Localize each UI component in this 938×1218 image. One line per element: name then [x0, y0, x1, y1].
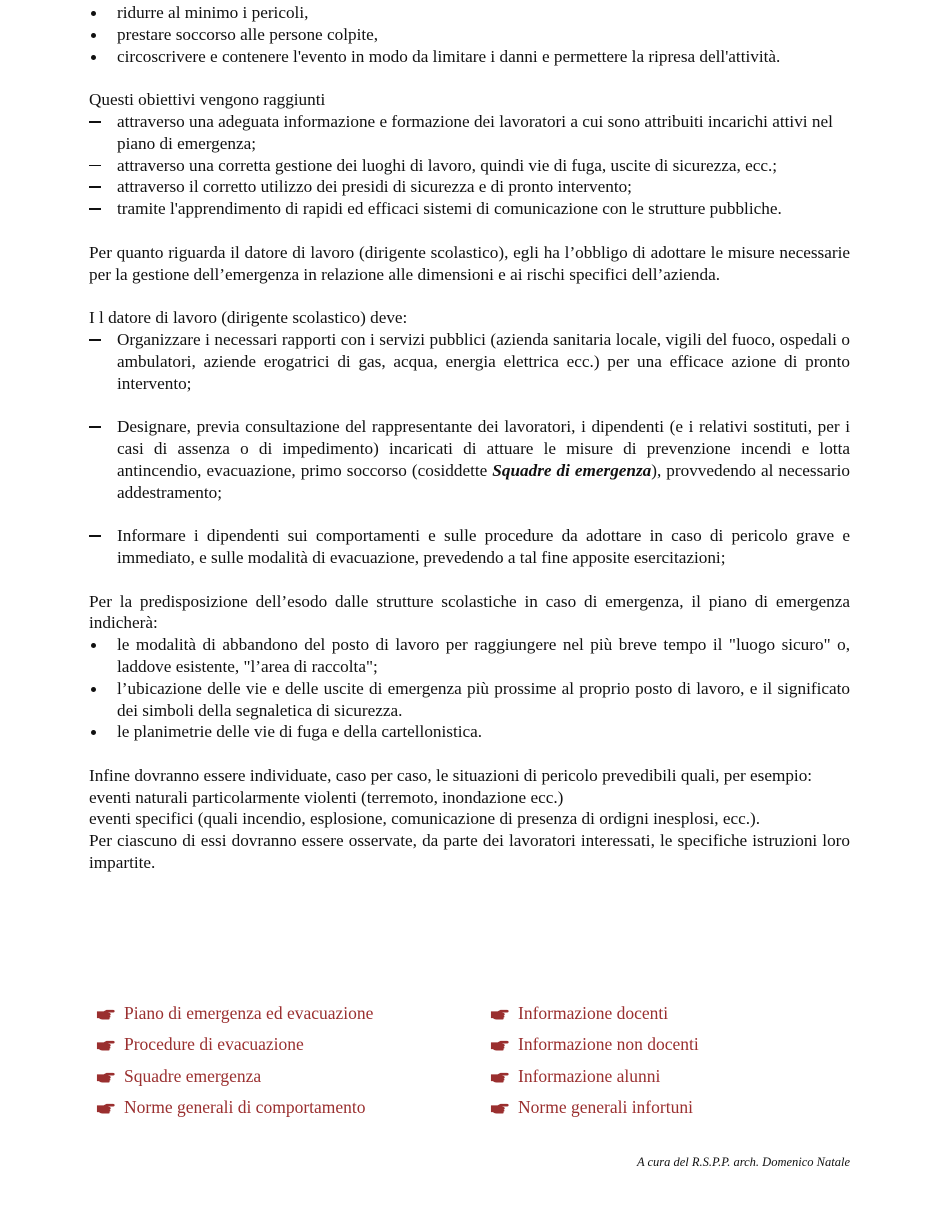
closing-paragraph: Per ciascuno di essi dovranno essere osservate, da parte dei lavoratori interessati, le specifiche istruzioni loro impartite. — [89, 831, 850, 873]
duties-list — [89, 329, 850, 394]
list-item: attraverso una corretta gestione dei luoghi di lavoro, quindi vie di fuga, uscite di sicurezza, ecc.; — [89, 155, 850, 177]
list-item: ridurre al minimo i pericoli, — [89, 2, 850, 24]
link-label: Squadre emergenza — [124, 1065, 262, 1086]
link-procedure-evacuazione[interactable] — [96, 1030, 373, 1062]
list-item: prestare soccorso alle persone colpite, — [89, 24, 850, 46]
pointing-hand-icon — [490, 1039, 509, 1051]
list-item: tramite l'apprendimento di rapidi ed efficaci sistemi di comunicazione con le strutture pubbliche. — [89, 198, 850, 220]
link-label: Informazione non docenti — [518, 1034, 699, 1055]
list-item: l’ubicazione delle vie e delle uscite di emergenza più prossime al proprio posto di lavoro, e il significato dei simboli della segnaletica di sicurezza. — [89, 678, 850, 722]
list-item: le planimetrie delle vie di fuga e della cartellonistica. — [89, 721, 850, 743]
duty-emphasis: Squadre di emergenza — [492, 460, 652, 480]
pointing-hand-icon — [490, 1102, 509, 1114]
objectives-list — [89, 111, 850, 220]
list-item: le modalità di abbandono del posto di lavoro per raggiungere nel più breve tempo il "luogo sicuro" o, laddove esistente, "l’area di raccolta"; — [89, 634, 850, 678]
pointing-hand-icon — [96, 1039, 115, 1051]
closing-line: eventi naturali particolarmente violenti (terremoto, inondazione ecc.) — [89, 787, 564, 807]
link-label: Informazione alunni — [518, 1065, 661, 1086]
link-label: Procedure di evacuazione — [124, 1034, 304, 1055]
link-piano-emergenza[interactable] — [96, 998, 373, 1030]
exodus-list — [89, 634, 850, 743]
list-item — [89, 416, 850, 503]
pointing-hand-icon — [96, 1008, 115, 1020]
intro-bullet-list — [89, 2, 850, 67]
duty-text: Designare, previa consultazione del rappresentante dei lavoratori, i dipendenti (e i relativi sostituti, per i casi di assenza o di impedimento) incaricati di attuare le misure di prevenzione incendi e lotta antincendio, evacuazione, primo soccorso (cosiddette — [117, 417, 850, 480]
duty-text: ), provvedendo al necessario addestramento; — [117, 460, 850, 502]
pointing-hand-icon — [490, 1071, 509, 1083]
closing-line: eventi specifici (quali incendio, esplosione, comunicazione di presenza di ordigni inesplosi, ecc.). — [89, 809, 761, 829]
pointing-hand-icon — [96, 1102, 115, 1114]
employer-paragraph: Per quanto riguarda il datore di lavoro (dirigente scolastico), egli ha l’obbligo di adottare le misure necessarie per la gestione dell’emergenza in relazione alle dimensioni e ai rischi specifici dell’azienda. — [89, 242, 850, 284]
link-label: Informazione docenti — [518, 1002, 669, 1023]
objectives-lead: Questi obiettivi vengono raggiunti — [89, 90, 326, 110]
link-informazione-alunni[interactable] — [490, 1061, 699, 1093]
duties-list — [89, 525, 850, 569]
link-norme-comportamento[interactable] — [96, 1093, 373, 1125]
list-item: attraverso il corretto utilizzo dei presidi di sicurezza e di pronto intervento; — [89, 176, 850, 198]
link-label: Norme generali di comportamento — [124, 1097, 366, 1118]
document-body — [89, 2, 850, 874]
link-informazione-docenti[interactable] — [490, 998, 699, 1030]
closing-paragraph: Infine dovranno essere individuate, caso per caso, le situazioni di pericolo prevedibili quali, per esempio: — [89, 765, 813, 785]
link-label: Piano di emergenza ed evacuazione — [124, 1002, 374, 1023]
list-item: attraverso una adeguata informazione e formazione dei lavoratori a cui sono attribuiti incarichi attivi nel piano di emergenza; — [89, 111, 850, 155]
link-informazione-non-docenti[interactable] — [490, 1030, 699, 1062]
exodus-lead: Per la predisposizione dell’esodo dalle strutture scolastiche in caso di emergenza, il piano di emergenza indicherà: — [89, 591, 850, 633]
author-credit: A cura del R.S.P.P. arch. Domenico Natale — [636, 1155, 850, 1169]
link-norme-infortuni[interactable] — [490, 1093, 699, 1125]
list-item: Informare i dipendenti sui comportamenti e sulle procedure da adottare in caso di pericolo grave e immediato, e sulle modalità di evacuazione, prevedendo a tal fine apposite esercitazioni; — [89, 525, 850, 569]
duties-lead: I l datore di lavoro (dirigente scolastico) deve: — [89, 308, 408, 328]
pointing-hand-icon — [490, 1008, 509, 1020]
list-item: Organizzare i necessari rapporti con i servizi pubblici (azienda sanitaria locale, vigili del fuoco, ospedali o ambulatori, aziende erogatrici di gas, acqua, energia elettrica ecc.) per una efficace azione di pronto intervento; — [89, 329, 850, 394]
links-left — [96, 998, 373, 1124]
links-right — [490, 998, 699, 1124]
link-squadre-emergenza[interactable] — [96, 1061, 373, 1093]
pointing-hand-icon — [96, 1071, 115, 1083]
link-label: Norme generali infortuni — [518, 1097, 693, 1118]
list-item: circoscrivere e contenere l'evento in modo da limitare i danni e permettere la ripresa dell'attività. — [89, 46, 850, 68]
duties-list — [89, 416, 850, 503]
